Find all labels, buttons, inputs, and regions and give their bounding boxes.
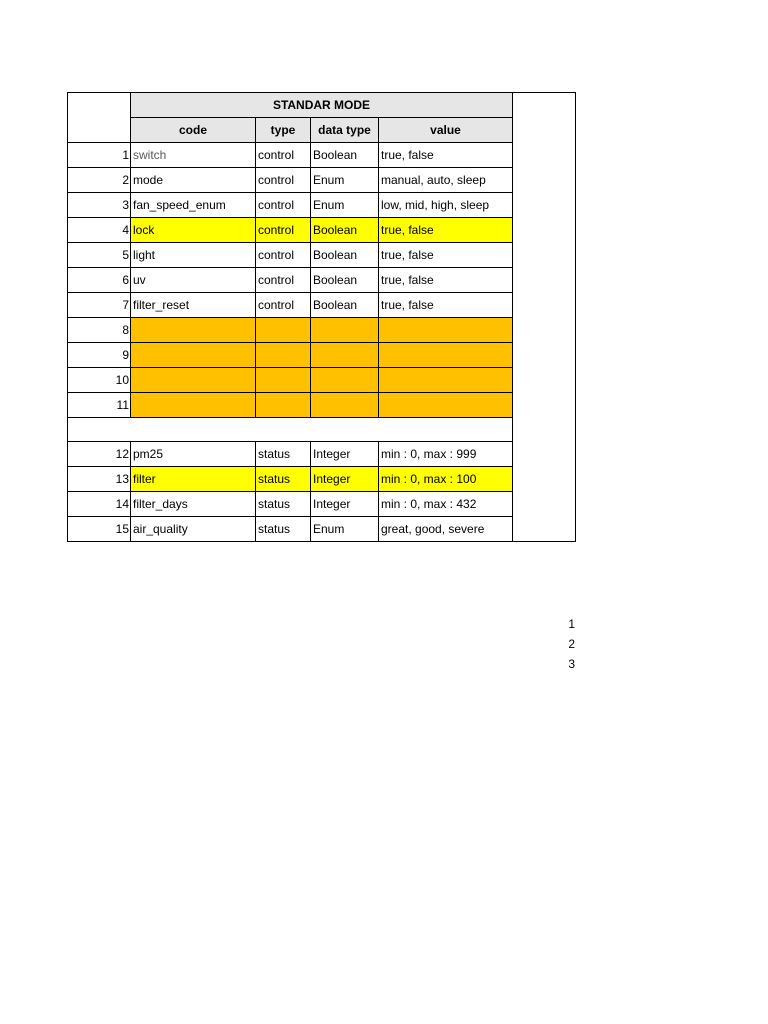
data-type-cell xyxy=(311,318,379,343)
right-blank-cell xyxy=(513,368,576,393)
data-type-cell: Integer xyxy=(311,467,379,492)
code-cell: mode xyxy=(131,168,256,193)
corner-cell xyxy=(68,118,131,143)
code-cell: filter_reset xyxy=(131,293,256,318)
code-cell: uv xyxy=(131,268,256,293)
right-blank-cell xyxy=(513,268,576,293)
data-type-cell: Boolean xyxy=(311,293,379,318)
header-value: value xyxy=(379,118,513,143)
data-type-cell: Boolean xyxy=(311,268,379,293)
value-cell xyxy=(379,393,513,418)
row-number: 15 xyxy=(68,517,131,542)
type-cell xyxy=(256,368,311,393)
code-cell: filter_days xyxy=(131,492,256,517)
code-cell: pm25 xyxy=(131,442,256,467)
type-cell: control xyxy=(256,293,311,318)
type-cell: control xyxy=(256,168,311,193)
row-number: 12 xyxy=(68,442,131,467)
right-blank-cell xyxy=(513,168,576,193)
type-cell: status xyxy=(256,492,311,517)
row-number: 4 xyxy=(68,218,131,243)
right-blank-cell xyxy=(513,442,576,467)
right-blank-cell xyxy=(513,193,576,218)
table-row xyxy=(68,218,576,243)
separator-left-cell xyxy=(68,418,131,442)
table-row xyxy=(68,517,576,542)
type-cell: status xyxy=(256,467,311,492)
right-blank-cell xyxy=(513,293,576,318)
row-number: 9 xyxy=(68,343,131,368)
table-row xyxy=(68,467,576,492)
type-cell: control xyxy=(256,193,311,218)
row-number: 6 xyxy=(68,268,131,293)
title-row xyxy=(68,93,576,118)
corner-cell xyxy=(68,93,131,118)
right-blank-cell xyxy=(513,143,576,168)
data-type-cell: Integer xyxy=(311,442,379,467)
row-number: 11 xyxy=(68,393,131,418)
type-cell: control xyxy=(256,243,311,268)
right-blank-cell xyxy=(513,243,576,268)
table-row xyxy=(68,293,576,318)
right-blank-cell xyxy=(513,517,576,542)
data-type-cell: Enum xyxy=(311,517,379,542)
value-cell xyxy=(379,368,513,393)
table-row xyxy=(68,168,576,193)
row-number: 8 xyxy=(68,318,131,343)
code-cell: fan_speed_enum xyxy=(131,193,256,218)
right-blank-cell xyxy=(513,492,576,517)
table-row xyxy=(68,318,576,343)
header-type: type xyxy=(256,118,311,143)
table-row xyxy=(68,268,576,293)
type-cell: control xyxy=(256,143,311,168)
row-number: 14 xyxy=(68,492,131,517)
value-cell: min : 0, max : 432 xyxy=(379,492,513,517)
data-type-cell: Enum xyxy=(311,168,379,193)
row-number: 5 xyxy=(68,243,131,268)
table-row xyxy=(68,193,576,218)
right-blank-cell xyxy=(513,418,576,442)
value-cell: great, good, severe xyxy=(379,517,513,542)
type-cell xyxy=(256,343,311,368)
data-type-cell: Boolean xyxy=(311,218,379,243)
code-cell: air_quality xyxy=(131,517,256,542)
data-type-cell: Enum xyxy=(311,193,379,218)
data-type-cell: Boolean xyxy=(311,143,379,168)
separator-cell xyxy=(131,418,513,442)
value-cell: min : 0, max : 100 xyxy=(379,467,513,492)
row-number: 1 xyxy=(68,143,131,168)
right-blank-cell xyxy=(513,343,576,368)
code-cell xyxy=(131,368,256,393)
value-cell xyxy=(379,343,513,368)
type-cell: control xyxy=(256,268,311,293)
right-blank-cell xyxy=(513,218,576,243)
right-blank-cell xyxy=(513,467,576,492)
row-number: 2 xyxy=(68,168,131,193)
value-cell: manual, auto, sleep xyxy=(379,168,513,193)
value-cell: low, mid, high, sleep xyxy=(379,193,513,218)
code-cell: light xyxy=(131,243,256,268)
value-cell: min : 0, max : 999 xyxy=(379,442,513,467)
header-code: code xyxy=(131,118,256,143)
type-cell: control xyxy=(256,218,311,243)
code-cell xyxy=(131,318,256,343)
data-type-cell xyxy=(311,368,379,393)
code-cell xyxy=(131,393,256,418)
code-cell: switch xyxy=(131,143,256,168)
side-number: 1 xyxy=(568,617,575,631)
right-blank-cell xyxy=(513,118,576,143)
value-cell xyxy=(379,318,513,343)
right-blank-cell xyxy=(513,318,576,343)
right-blank-cell xyxy=(513,93,576,118)
standard-mode-table xyxy=(67,92,576,542)
data-type-cell xyxy=(311,393,379,418)
value-cell: true, false xyxy=(379,268,513,293)
table-row xyxy=(68,368,576,393)
header-row xyxy=(68,118,576,143)
side-number: 2 xyxy=(568,637,575,651)
type-cell: status xyxy=(256,442,311,467)
type-cell xyxy=(256,393,311,418)
data-type-cell: Integer xyxy=(311,492,379,517)
code-cell xyxy=(131,343,256,368)
data-type-cell: Boolean xyxy=(311,243,379,268)
table-row xyxy=(68,343,576,368)
header-data-type: data type xyxy=(311,118,379,143)
value-cell: true, false xyxy=(379,243,513,268)
value-cell: true, false xyxy=(379,143,513,168)
code-cell: filter xyxy=(131,467,256,492)
table-row xyxy=(68,243,576,268)
code-cell: lock xyxy=(131,218,256,243)
table-row xyxy=(68,492,576,517)
table-title: STANDAR MODE xyxy=(131,93,513,118)
type-cell xyxy=(256,318,311,343)
table-row xyxy=(68,442,576,467)
right-blank-cell xyxy=(513,393,576,418)
data-type-cell xyxy=(311,343,379,368)
side-number: 3 xyxy=(568,657,575,671)
row-number: 7 xyxy=(68,293,131,318)
separator-row xyxy=(68,418,576,442)
type-cell: status xyxy=(256,517,311,542)
value-cell: true, false xyxy=(379,218,513,243)
table-row xyxy=(68,393,576,418)
row-number: 3 xyxy=(68,193,131,218)
row-number: 13 xyxy=(68,467,131,492)
value-cell: true, false xyxy=(379,293,513,318)
row-number: 10 xyxy=(68,368,131,393)
table-row xyxy=(68,143,576,168)
